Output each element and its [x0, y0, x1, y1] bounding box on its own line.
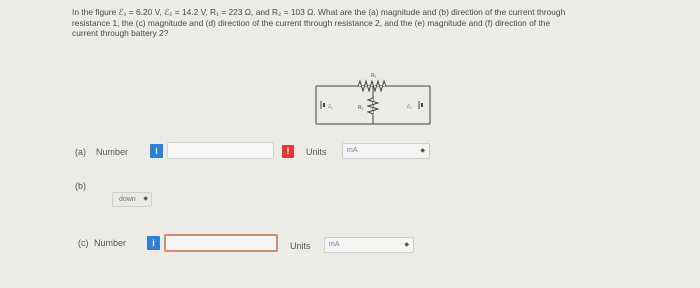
e1-label: ℰ₁ — [328, 104, 333, 110]
question-line-1: In the figure ℰ₁ = 6.20 V, ℰ₂ = 14.2 V, R₁ = 223 Ω, and R₂ = 103 Ω. What are the (a) magnitude and (b) direction of the current through — [72, 7, 566, 17]
battery-e1 — [321, 101, 324, 109]
part-b-direction-value: down — [119, 196, 136, 203]
select-arrow-icon: ◆ — [143, 196, 148, 202]
question-text — [72, 7, 672, 39]
part-a-number-input[interactable] — [167, 142, 274, 159]
question-line-3: current through battery 2? — [72, 28, 169, 39]
part-a-number-label: Number — [96, 147, 129, 157]
r1-label: R₁ — [371, 73, 377, 79]
part-c-label: (c) — [78, 238, 89, 248]
question-line-2: resistance 1, the (c) magnitude and (d) direction of the current through resistance 2, and the (e) magnitude and (f) direction of the — [72, 17, 551, 28]
part-c-number-label: Number — [94, 238, 127, 248]
part-a-error-icon: ! — [282, 145, 294, 158]
part-c-number-input[interactable] — [164, 234, 278, 252]
part-c-units-select[interactable] — [324, 237, 414, 253]
resistor-r1 — [358, 81, 386, 91]
select-arrow-icon: ◆ — [420, 148, 425, 154]
part-b-direction-select[interactable] — [112, 192, 152, 207]
r2-label: R₂ — [358, 105, 364, 111]
part-c-info-icon[interactable]: i — [147, 236, 160, 250]
part-b-label: (b) — [75, 181, 86, 191]
part-a-units-select[interactable] — [342, 143, 430, 159]
select-arrow-icon: ◆ — [404, 242, 409, 248]
circuit-diagram — [308, 68, 438, 130]
resistor-r2 — [368, 98, 378, 114]
part-a-units-value: mA — [347, 147, 358, 154]
part-a-info-icon[interactable]: i — [150, 144, 163, 158]
part-a-label: (a) — [75, 147, 86, 157]
battery-e2 — [419, 101, 422, 109]
e2-label: ℰ₂ — [407, 104, 412, 110]
part-c-units-label: Units — [290, 241, 311, 251]
part-c-units-value: mA — [329, 241, 340, 248]
part-a-units-label: Units — [306, 147, 327, 157]
